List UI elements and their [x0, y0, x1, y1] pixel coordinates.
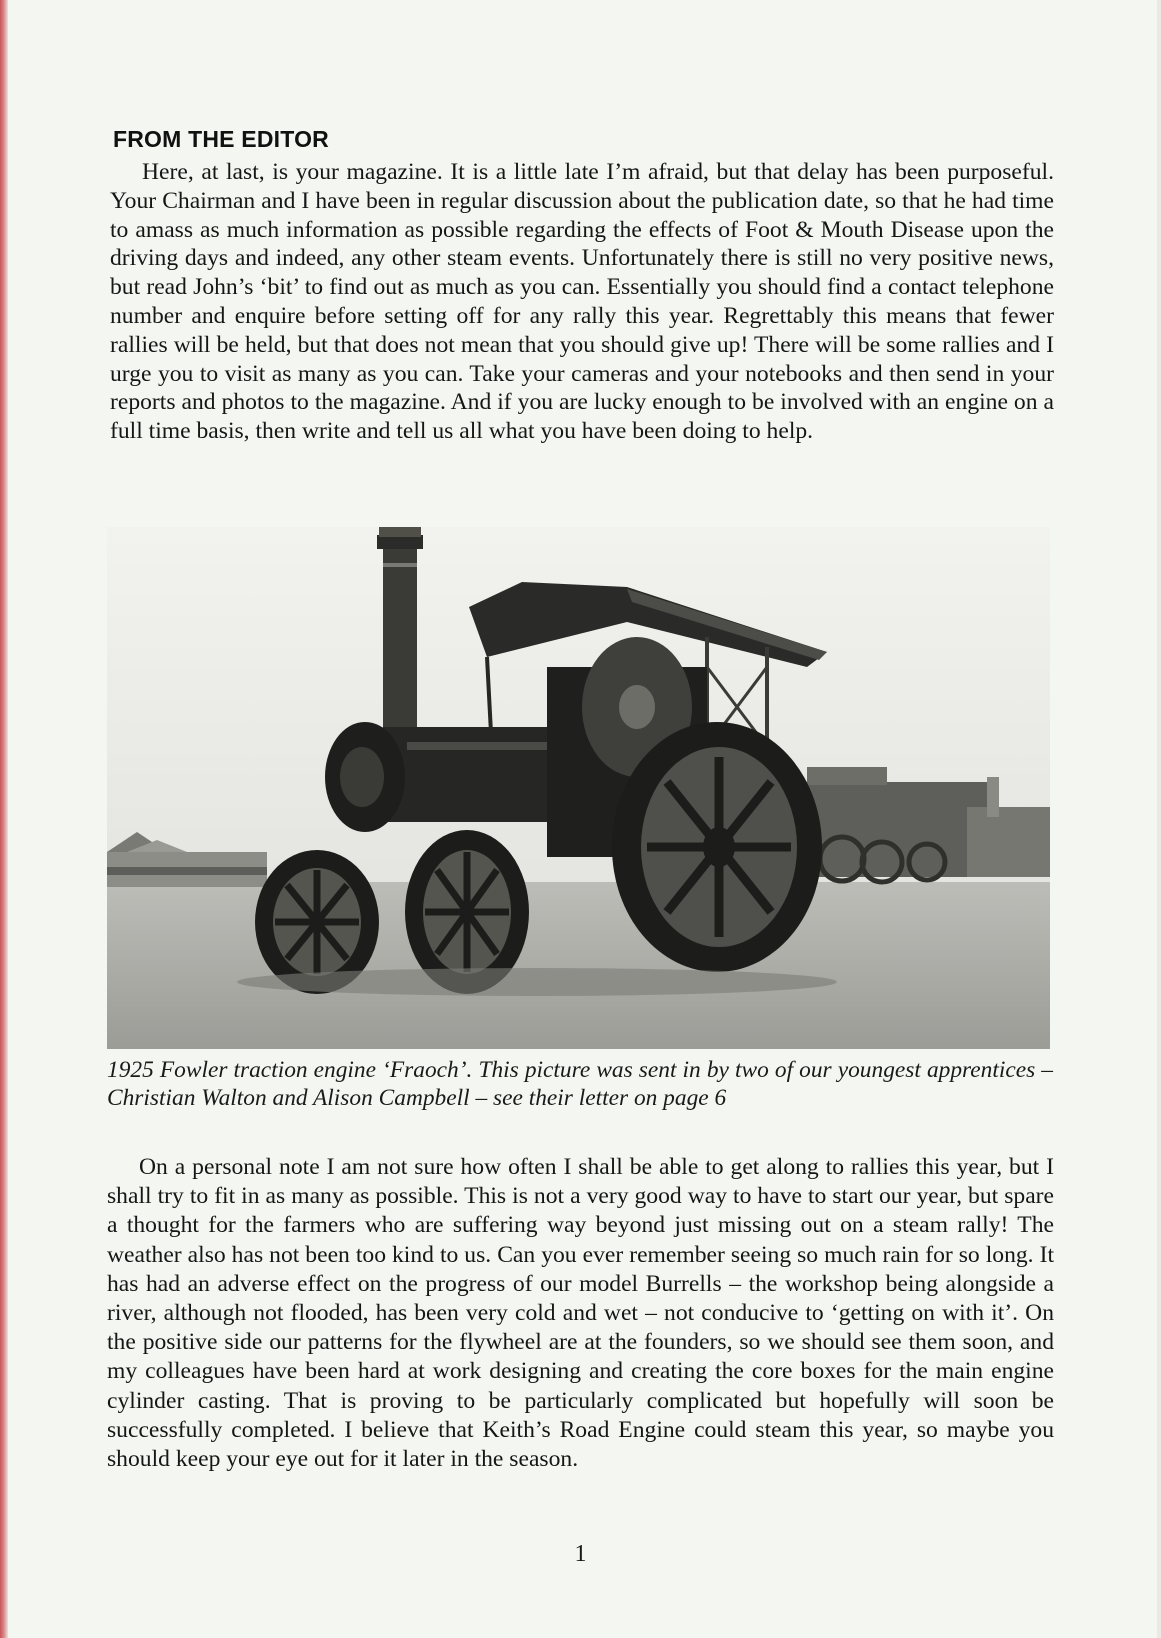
binding-edge — [0, 0, 8, 1638]
page-edge — [1157, 0, 1161, 1638]
body-paragraph-2: On a personal note I am not sure how often I shall be able to get along to rallies this year, but I shall try to fit in as many as possible. This is not a very good way to have to start our year, but spare a thought for the farmers who are suffering way beyond just missing out on a steam rally! The weather also has not been too kind to us. Can you ever remember seeing so much rain for so long. It has had an adverse effect on the progress of our model Burrells – the workshop being alongside a river, although not flooded, has been very cold and wet – not conducive to ‘getting on with it’. On the positive side our patterns for the flywheel are at the founders, so we should see them soon, and my colleagues have been hard at work designing and creating the core boxes for the main engine cylinder casting. That is proving to be particularly complicated but hopefully will soon be successfully completed. I believe that Keith’s Road Engine could steam this year, so maybe you should keep your eye out for it later in the season. — [107, 1154, 1054, 1473]
page-number: 1 — [574, 1541, 587, 1567]
body-paragraph-1: Here, at last, is your magazine. It is a little late I’m afraid, but that delay has been purposeful. Your Chairman and I have been in regular discussion about the publication date, so that he had time to amass as much information as possible regarding the effects of Foot & Mouth Disease upon the driving days and indeed, any other steam events. Unfortunately there is still no very positive news, but read John’s ‘bit’ to find out as much as you can. Essentially you should find a contact telephone number and enquire before setting off for any rally this year. Regrettably this means that fewer rallies will be held, but that does not mean that you should give up! There will be some rallies and I urge you to visit as many as you can. Take your cameras and your notebooks and then send in your reports and photos to the magazine. And if you are lucky enough to be involved with an engine on a full time basis, then write and tell us all what you have been doing to help. — [110, 159, 1054, 445]
photo-caption: 1925 Fowler traction engine ‘Fraoch’. This picture was sent in by two of our youngest apprentices – Christian Walton and Alison Campbell – see their letter on page 6 — [107, 1057, 1053, 1112]
section-heading: FROM THE EDITOR — [113, 126, 329, 152]
traction-engine-photo — [107, 527, 1050, 1049]
